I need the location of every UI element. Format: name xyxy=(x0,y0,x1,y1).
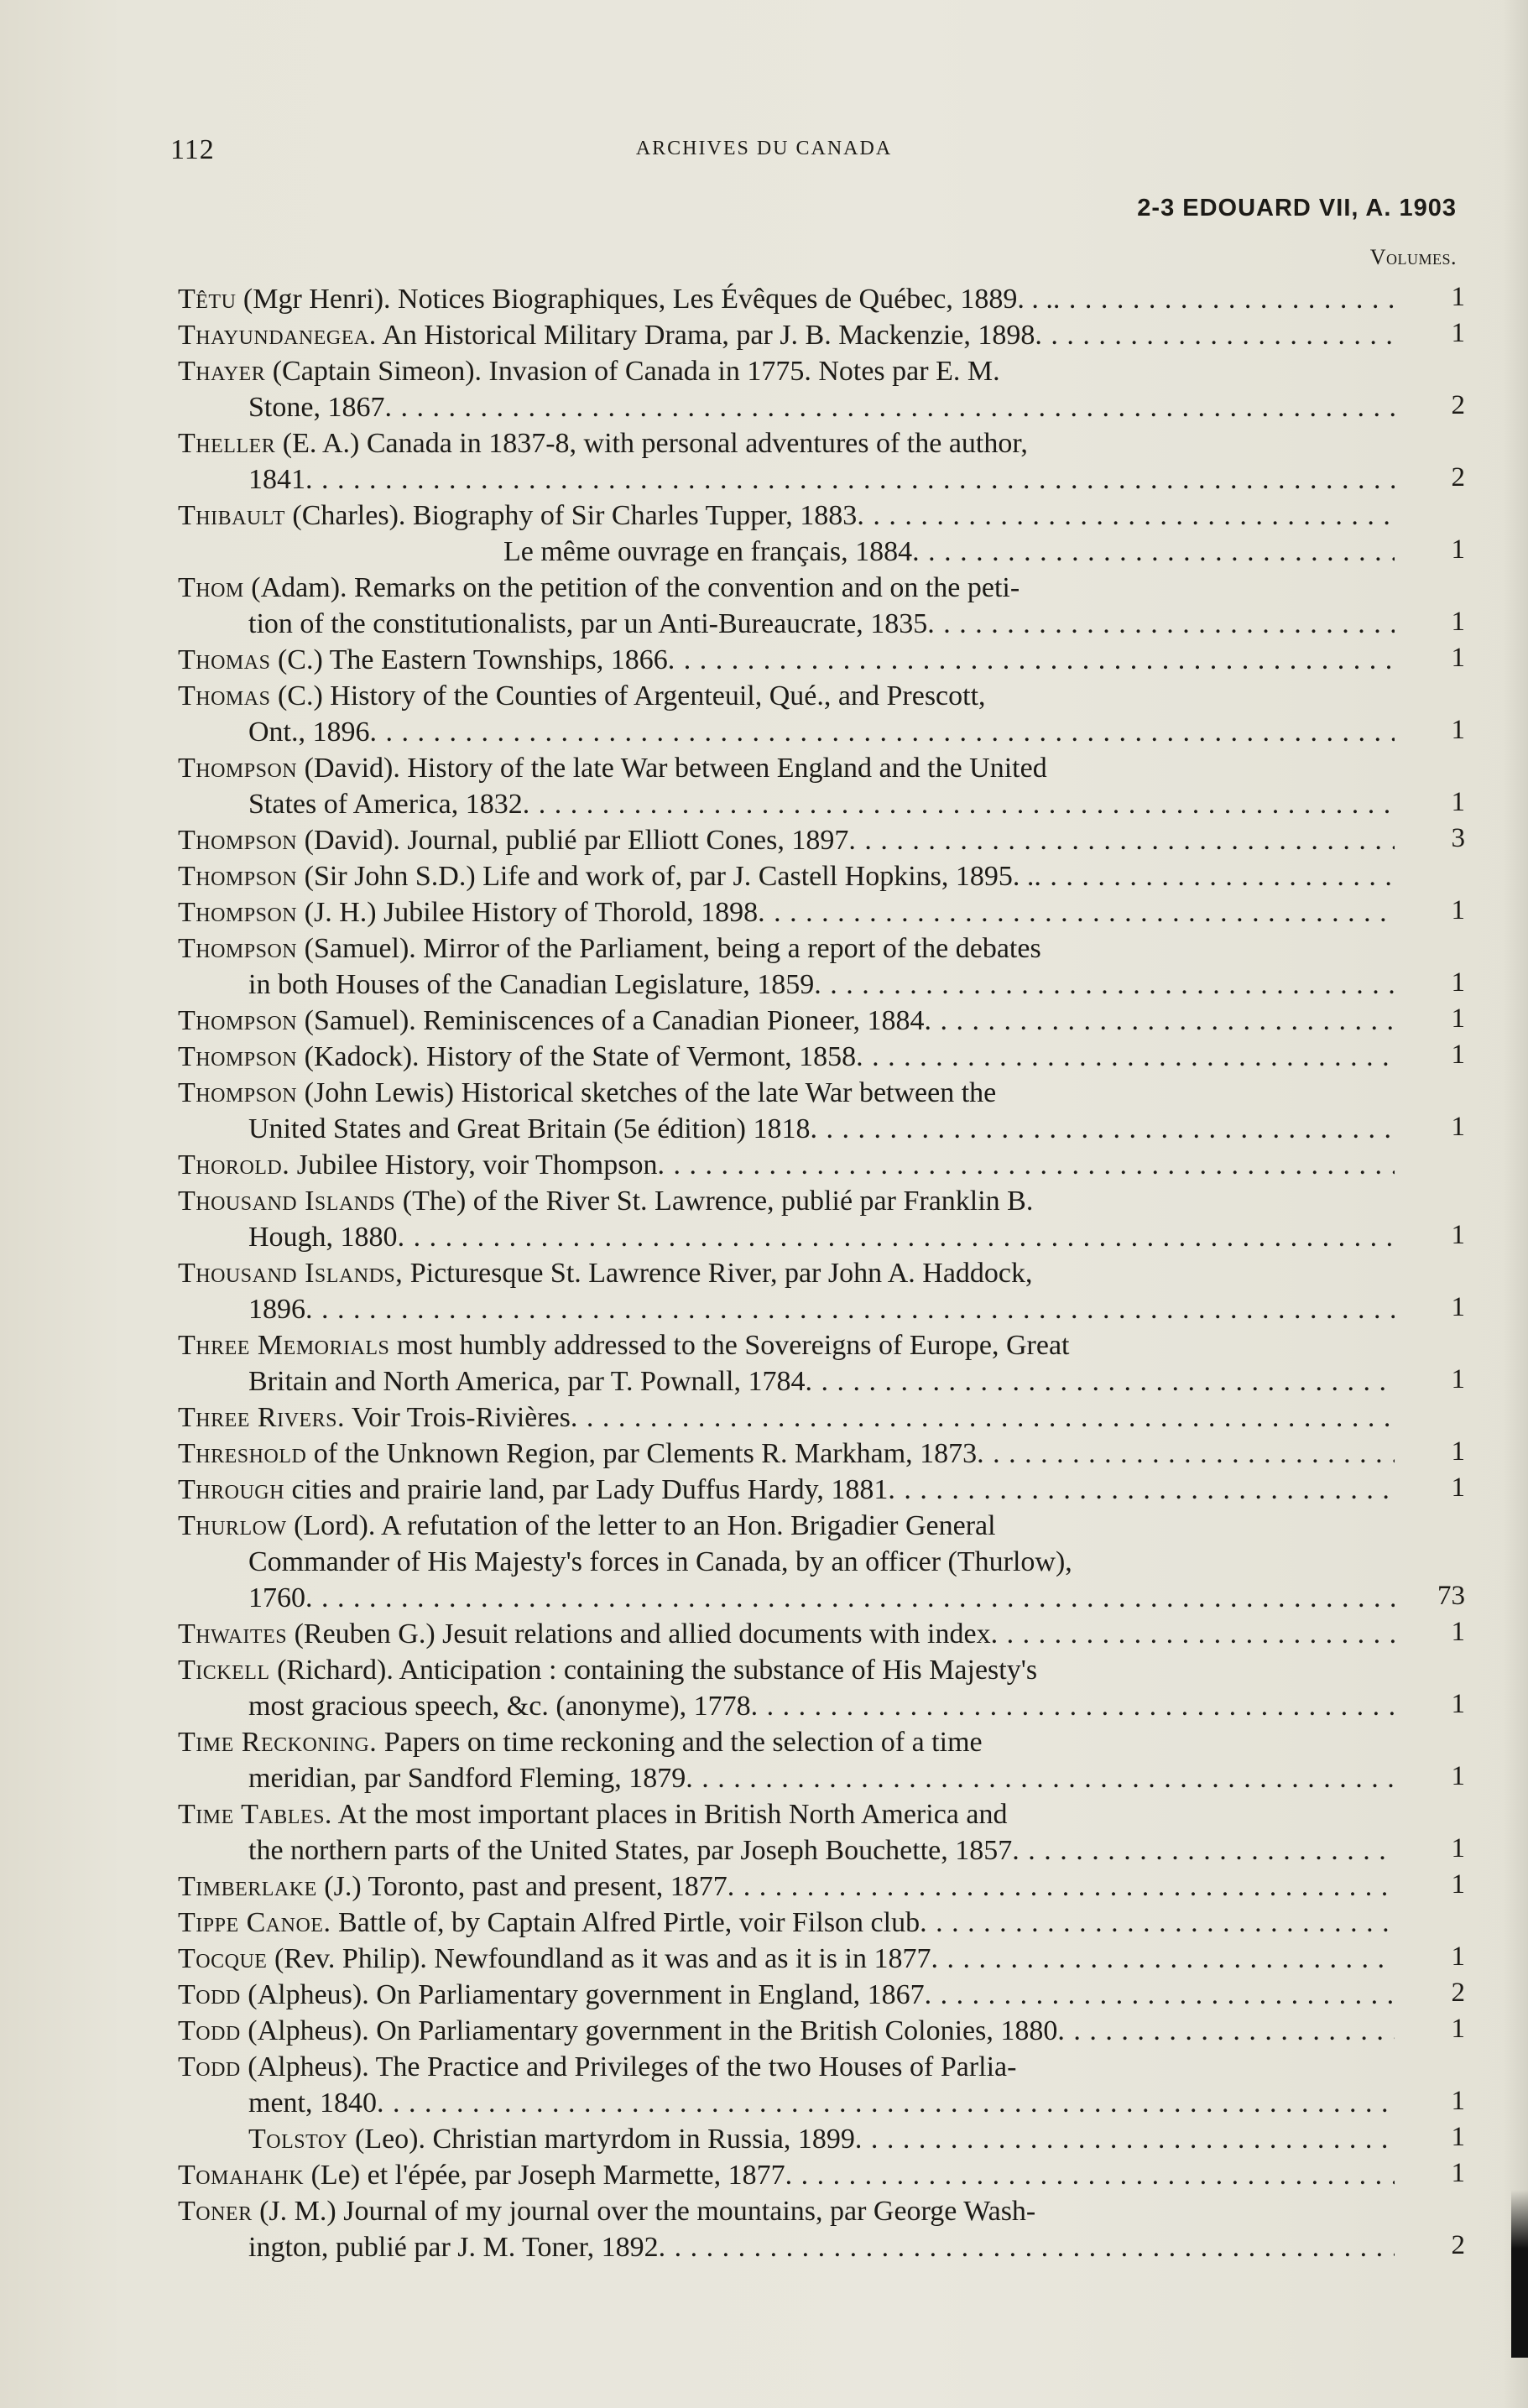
volume-count: 1 xyxy=(1451,1833,1465,1863)
entry-line xyxy=(178,317,1395,353)
entry-line xyxy=(178,534,1395,570)
entry-text: Ont., 1896 xyxy=(248,717,370,748)
entry-text: cities and prairie land, par Lady Duffus Hardy, 1881 xyxy=(291,1474,889,1505)
entry-line xyxy=(178,1652,1395,1688)
entry-line xyxy=(178,786,1395,822)
entry-name: Toner xyxy=(178,2196,253,2227)
dot-leader xyxy=(370,714,1395,750)
entry-text: (Charles). Biography of Sir Charles Tupper, 1883 xyxy=(292,500,858,531)
volume-count: 1 xyxy=(1451,282,1465,312)
entry-line xyxy=(178,714,1395,750)
dot-leader xyxy=(925,1977,1395,2013)
entry-line xyxy=(178,2229,1395,2265)
bibliography-entry xyxy=(178,894,1499,930)
entry-text: (J. H.) Jubilee History of Thorold, 1898 xyxy=(304,897,759,928)
entry-text: Commander of His Majesty's forces in Canada, by an officer (Thurlow), xyxy=(248,1546,1072,1577)
entry-name: Tomahahk xyxy=(178,2160,305,2191)
entry-name: Thompson xyxy=(178,897,298,928)
dot-leader xyxy=(1035,317,1395,353)
dot-leader xyxy=(806,1363,1395,1399)
bibliography-entry xyxy=(178,822,1499,858)
entry-text: in both Houses of the Canadian Legislature, 1859 xyxy=(248,969,815,1000)
dot-leader xyxy=(384,389,1395,425)
entry-line xyxy=(178,461,1395,498)
entry-text: States of America, 1832 xyxy=(248,789,523,820)
volume-count: 1 xyxy=(1451,787,1465,817)
entry-line xyxy=(178,389,1395,425)
entry-name: Thompson xyxy=(178,933,298,964)
bibliography-entry xyxy=(178,642,1499,678)
bibliography-entry xyxy=(178,1075,1499,1147)
dot-leader xyxy=(523,786,1395,822)
entry-line xyxy=(178,2049,1395,2085)
dot-leader xyxy=(927,606,1395,642)
entry-text: An Historical Military Drama, par J. B. Mackenzie, 1898 xyxy=(382,320,1035,351)
dot-leader xyxy=(1012,1832,1395,1869)
bibliography-entry xyxy=(178,1977,1499,2013)
entry-name: Thayer xyxy=(178,356,266,387)
dot-leader xyxy=(1057,2013,1395,2049)
entry-name: Tolstoy xyxy=(248,2124,348,2155)
entry-text: (John Lewis) Historical sketches of the late War between the xyxy=(304,1077,997,1108)
entry-text: At the most important places in British North America and xyxy=(337,1799,1008,1830)
entry-line xyxy=(178,1111,1395,1147)
entry-line xyxy=(178,1327,1395,1363)
entry-text: (Rev. Philip). Newfoundland as it was and as it is in 1877 xyxy=(274,1943,931,1974)
entry-text: of the Unknown Region, par Clements R. Markham, 1873 xyxy=(313,1438,978,1469)
entry-line xyxy=(178,1760,1395,1796)
entry-text: (C.) History of the Counties of Argenteuil, Qué., and Prescott, xyxy=(277,680,986,711)
volume-count: 1 xyxy=(1451,1220,1465,1250)
entry-text: (Samuel). Mirror of the Parliament, being a report of the debates xyxy=(304,933,1041,964)
volume-count: 1 xyxy=(1451,1472,1465,1503)
dot-leader xyxy=(912,534,1395,570)
entry-text: (E. A.) Canada in 1837-8, with personal adventures of the author, xyxy=(282,428,1028,459)
entry-line xyxy=(178,1472,1395,1508)
entry-line xyxy=(178,1724,1395,1760)
entry-text: (Reuben G.) Jesuit relations and allied documents with index xyxy=(294,1618,991,1650)
entry-text: (David). Journal, publié par Elliott Cones, 1897 xyxy=(304,825,849,856)
bibliography-entry xyxy=(178,2013,1499,2049)
entry-text: (Samuel). Reminiscences of a Canadian Pioneer, 1884 xyxy=(304,1005,925,1036)
entry-text: (Richard). Anticipation : containing the substance of His Majesty's xyxy=(277,1655,1038,1686)
entry-name: Thompson xyxy=(178,861,298,892)
bibliography-entry xyxy=(178,317,1499,353)
entry-text: Picturesque St. Lawrence River, par John A. Haddock, xyxy=(409,1258,1033,1289)
entry-text: (Alpheus). On Parliamentary government in the British Colonies, 1880 xyxy=(248,2015,1058,2046)
volumes-label: Volumes. xyxy=(1369,245,1457,269)
entry-line xyxy=(178,1003,1395,1039)
entry-line xyxy=(178,858,1395,894)
page-number: 112 xyxy=(170,134,215,165)
dot-leader xyxy=(855,2121,1395,2157)
entry-text: (Adam). Remarks on the petition of the convention and on the peti- xyxy=(251,572,1020,603)
entry-text: United States and Great Britain (5e édition) 1818 xyxy=(248,1113,811,1144)
entry-name: Têtu xyxy=(178,284,237,315)
bibliography-entry xyxy=(178,2193,1499,2265)
entry-line xyxy=(178,1796,1395,1832)
entry-line xyxy=(178,1616,1395,1652)
entry-line xyxy=(178,498,1395,534)
dot-leader xyxy=(571,1399,1395,1436)
bibliography-entry xyxy=(178,2049,1499,2121)
entry-line xyxy=(178,1255,1395,1291)
entry-text: Voir Trois-Rivières xyxy=(351,1402,571,1433)
volume-count: 73 xyxy=(1437,1581,1465,1611)
dot-leader xyxy=(668,642,1395,678)
entry-text: (Kadock). History of the State of Vermont, 1858 xyxy=(304,1041,857,1072)
volume-count: 1 xyxy=(1451,1869,1465,1900)
entry-line xyxy=(178,1436,1395,1472)
entry-name: Three Memorials xyxy=(178,1330,390,1361)
entry-text: (C.) The Eastern Townships, 1866 xyxy=(277,644,668,675)
entry-name: Tocque xyxy=(178,1943,268,1974)
entry-line xyxy=(178,2193,1395,2229)
bibliography-entry xyxy=(178,1003,1499,1039)
bibliography-entry xyxy=(178,1399,1499,1436)
entry-text: ment, 1840 xyxy=(248,2087,377,2119)
entry-text: ington, publié par J. M. Toner, 1892 xyxy=(248,2232,659,2263)
entry-line xyxy=(178,1869,1395,1905)
entry-text: Hough, 1880 xyxy=(248,1222,398,1253)
bibliography-entry xyxy=(178,498,1499,570)
bibliography-entry xyxy=(178,1472,1499,1508)
entry-line xyxy=(178,678,1395,714)
entry-line xyxy=(178,1832,1395,1869)
entry-name: Timberlake xyxy=(178,1871,317,1902)
entry-name: Thayundanegea. xyxy=(178,320,377,351)
dot-leader xyxy=(305,1291,1395,1327)
entry-line xyxy=(178,2157,1395,2193)
page-edge-shadow xyxy=(1503,0,1528,2408)
entry-name: Theller xyxy=(178,428,276,459)
entry-name: Thomas xyxy=(178,644,271,675)
dot-leader xyxy=(758,894,1395,930)
entry-name: Thibault xyxy=(178,500,285,531)
entry-line xyxy=(178,1977,1395,2013)
bibliography-entry xyxy=(178,750,1499,822)
entry-text: tion of the constitutionalists, par un Anti-Bureaucrate, 1835 xyxy=(248,608,928,639)
entry-line xyxy=(178,930,1395,967)
bibliography-entry xyxy=(178,1869,1499,1905)
entry-line xyxy=(178,1905,1395,1941)
bibliography-entry xyxy=(178,1616,1499,1652)
volume-count: 1 xyxy=(1451,534,1465,565)
bibliography-entry xyxy=(178,281,1499,317)
entry-line xyxy=(178,2085,1395,2121)
dot-leader xyxy=(977,1436,1395,1472)
bibliography-entry xyxy=(178,1941,1499,1977)
entry-text: (David). History of the late War between England and the United xyxy=(304,753,1047,784)
entry-text: (Captain Simeon). Invasion of Canada in 1775. Notes par E. M. xyxy=(272,356,1000,387)
entry-line xyxy=(178,1183,1395,1219)
bibliography-entry xyxy=(178,930,1499,1003)
dot-leader xyxy=(686,1760,1395,1796)
volume-count: 1 xyxy=(1451,1292,1465,1322)
entry-text: Le même ouvrage en français, 1884 xyxy=(503,536,913,567)
dot-leader xyxy=(925,1003,1395,1039)
volume-count: 1 xyxy=(1451,318,1465,348)
dot-leader xyxy=(1034,858,1395,894)
dot-leader xyxy=(1053,281,1395,317)
entry-text: Britain and North America, par T. Pownall, 1784 xyxy=(248,1366,806,1397)
dot-leader xyxy=(727,1869,1395,1905)
entry-line xyxy=(178,1039,1395,1075)
dot-leader xyxy=(305,461,1395,498)
bibliography-entry xyxy=(178,678,1499,750)
entry-line xyxy=(178,894,1395,930)
entry-line xyxy=(178,353,1395,389)
entry-text: (Le) et l'épée, par Joseph Marmette, 1877 xyxy=(310,2160,785,2191)
entry-text: 1760 xyxy=(248,1582,305,1613)
dot-leader xyxy=(856,1039,1395,1075)
entry-text: (J.) Toronto, past and present, 1877 xyxy=(324,1871,727,1902)
bibliography-entry xyxy=(178,1327,1499,1399)
entry-line xyxy=(178,1508,1395,1544)
bibliography-entry xyxy=(178,1255,1499,1327)
entry-line xyxy=(178,606,1395,642)
entry-text: (J. M.) Journal of my journal over the mountains, par George Wash- xyxy=(259,2196,1036,2227)
volume-count: 1 xyxy=(1451,1689,1465,1719)
entry-text: (Sir John S.D.) Life and work of, par J. Castell Hopkins, 1895. . xyxy=(304,861,1035,892)
entry-name: Thompson xyxy=(178,825,298,856)
bibliography-entry xyxy=(178,2157,1499,2193)
entry-name: Thompson xyxy=(178,1041,298,1072)
entry-name: Time Tables. xyxy=(178,1799,332,1830)
entry-line xyxy=(178,642,1395,678)
entry-name: Tippe Canoe. xyxy=(178,1907,331,1938)
entry-name: Through xyxy=(178,1474,284,1505)
entry-line xyxy=(178,1291,1395,1327)
entry-text: most humbly addressed to the Sovereigns of Europe, Great xyxy=(396,1330,1070,1361)
entry-line xyxy=(178,1688,1395,1724)
dot-leader xyxy=(657,1147,1395,1183)
volume-count: 1 xyxy=(1451,607,1465,637)
entry-name: Thousand Islands xyxy=(178,1186,396,1217)
volume-count: 1 xyxy=(1451,1112,1465,1142)
bibliography-entry xyxy=(178,1652,1499,1724)
volume-count: 2 xyxy=(1451,390,1465,420)
entry-line xyxy=(178,1580,1395,1616)
entry-name: Three Rivers. xyxy=(178,1402,345,1433)
dot-leader xyxy=(659,2229,1395,2265)
entry-name: Thwaites xyxy=(178,1618,288,1650)
volume-count: 1 xyxy=(1451,2158,1465,2188)
dot-leader xyxy=(377,2085,1395,2121)
dot-leader xyxy=(931,1941,1395,1977)
entry-line xyxy=(178,967,1395,1003)
dot-leader xyxy=(751,1688,1395,1724)
volume-count: 1 xyxy=(1451,715,1465,745)
entry-text: (Leo). Christian martyrdom in Russia, 1899 xyxy=(355,2124,855,2155)
binding-mark xyxy=(1511,2190,1528,2358)
entry-text: meridian, par Sandford Fleming, 1879 xyxy=(248,1763,686,1794)
volume-count: 1 xyxy=(1451,1040,1465,1070)
entry-name: Thurlow xyxy=(178,1510,287,1541)
entry-name: Thompson xyxy=(178,1005,298,1036)
entry-text: Battle of, by Captain Alfred Pirtle, voir Filson club xyxy=(337,1907,920,1938)
volume-count: 1 xyxy=(1451,1761,1465,1791)
dot-leader xyxy=(810,1111,1395,1147)
entry-name: Thorold. xyxy=(178,1149,290,1181)
session-heading: 2-3 EDOUARD VII, A. 1903 xyxy=(1137,195,1457,222)
volume-count: 1 xyxy=(1451,2014,1465,2044)
bibliography-entry xyxy=(178,1905,1499,1941)
entry-text: (Mgr Henri). Notices Biographiques, Les Évêques de Québec, 1889. . . xyxy=(242,284,1053,315)
entry-line xyxy=(178,1544,1395,1580)
entry-name: Thompson xyxy=(178,753,298,784)
dot-leader xyxy=(857,498,1395,534)
entry-line xyxy=(178,1147,1395,1183)
bibliography-entry xyxy=(178,1147,1499,1183)
volume-count: 1 xyxy=(1451,2086,1465,2116)
entry-text: (Lord). A refutation of the letter to an Hon. Brigadier General xyxy=(294,1510,996,1541)
bibliography-entry xyxy=(178,570,1499,642)
entry-line xyxy=(178,2013,1395,2049)
entry-text: (Alpheus). The Practice and Privileges of the two Houses of Parlia- xyxy=(248,2051,1017,2082)
entry-line xyxy=(178,1219,1395,1255)
entry-text: Stone, 1867 xyxy=(248,392,385,423)
volume-count: 1 xyxy=(1451,1436,1465,1467)
bibliography-entry xyxy=(178,858,1499,894)
entry-line xyxy=(178,2121,1395,2157)
dot-leader xyxy=(991,1616,1395,1652)
entry-line xyxy=(178,1075,1395,1111)
volume-count: 2 xyxy=(1451,2230,1465,2260)
running-head: ARCHIVES DU CANADA xyxy=(635,138,893,159)
volume-count: 1 xyxy=(1451,895,1465,925)
bibliography-entries xyxy=(178,281,1499,2265)
entry-text: 1896 xyxy=(248,1294,305,1325)
volume-count: 1 xyxy=(1451,643,1465,673)
volume-count: 1 xyxy=(1451,2122,1465,2152)
entry-line xyxy=(178,822,1395,858)
entry-name: Thom xyxy=(178,572,244,603)
volume-count: 1 xyxy=(1451,1003,1465,1034)
volume-count: 1 xyxy=(1451,1364,1465,1394)
entry-text: 1841 xyxy=(248,464,305,495)
dot-leader xyxy=(920,1905,1395,1941)
volume-count: 2 xyxy=(1451,1978,1465,2008)
volumes-column-heading xyxy=(1370,245,1457,270)
dot-leader xyxy=(305,1580,1395,1616)
entry-text: the northern parts of the United States, par Joseph Bouchette, 1857 xyxy=(248,1835,1013,1866)
entry-name: Time Reckoning. xyxy=(178,1727,378,1758)
entry-name: Todd xyxy=(178,2015,241,2046)
entry-line xyxy=(178,570,1395,606)
entry-name: Thomas xyxy=(178,680,271,711)
bibliography-entry xyxy=(178,1508,1499,1616)
entry-name: Todd xyxy=(178,2051,241,2082)
bibliography-entry xyxy=(178,1183,1499,1255)
bibliography-entry xyxy=(178,353,1499,425)
bibliography-entry xyxy=(178,1039,1499,1075)
dot-leader xyxy=(398,1219,1395,1255)
entry-name: Thousand Islands, xyxy=(178,1258,404,1289)
entry-line xyxy=(178,750,1395,786)
bibliography-entry xyxy=(178,1436,1499,1472)
entry-text: (The) of the River St. Lawrence, publié par Franklin B. xyxy=(402,1186,1034,1217)
dot-leader xyxy=(814,967,1395,1003)
entry-line xyxy=(178,281,1395,317)
entry-name: Tickell xyxy=(178,1655,270,1686)
entry-line xyxy=(178,1363,1395,1399)
volume-count: 1 xyxy=(1451,967,1465,998)
entry-line xyxy=(178,1941,1395,1977)
entry-text: Papers on time reckoning and the selection of a time xyxy=(383,1727,983,1758)
bibliography-entry xyxy=(178,2121,1499,2157)
dot-leader xyxy=(785,2157,1395,2193)
bibliography-entry xyxy=(178,1796,1499,1869)
volume-count: 2 xyxy=(1451,462,1465,493)
volume-count: 1 xyxy=(1451,1617,1465,1647)
volume-count: 3 xyxy=(1451,823,1465,853)
dot-leader xyxy=(888,1472,1395,1508)
entry-text: Jubilee History, voir Thompson xyxy=(296,1149,658,1181)
dot-leader xyxy=(848,822,1395,858)
entry-name: Threshold xyxy=(178,1438,307,1469)
entry-name: Todd xyxy=(178,1979,241,2010)
bibliography-entry xyxy=(178,425,1499,498)
bibliography-entry xyxy=(178,1724,1499,1796)
entry-text: most gracious speech, &c. (anonyme), 1778 xyxy=(248,1691,751,1722)
entry-line xyxy=(178,1399,1395,1436)
entry-line xyxy=(178,425,1395,461)
volume-count: 1 xyxy=(1451,1942,1465,1972)
entry-name: Thompson xyxy=(178,1077,298,1108)
entry-text: (Alpheus). On Parliamentary government in England, 1867 xyxy=(248,1979,925,2010)
